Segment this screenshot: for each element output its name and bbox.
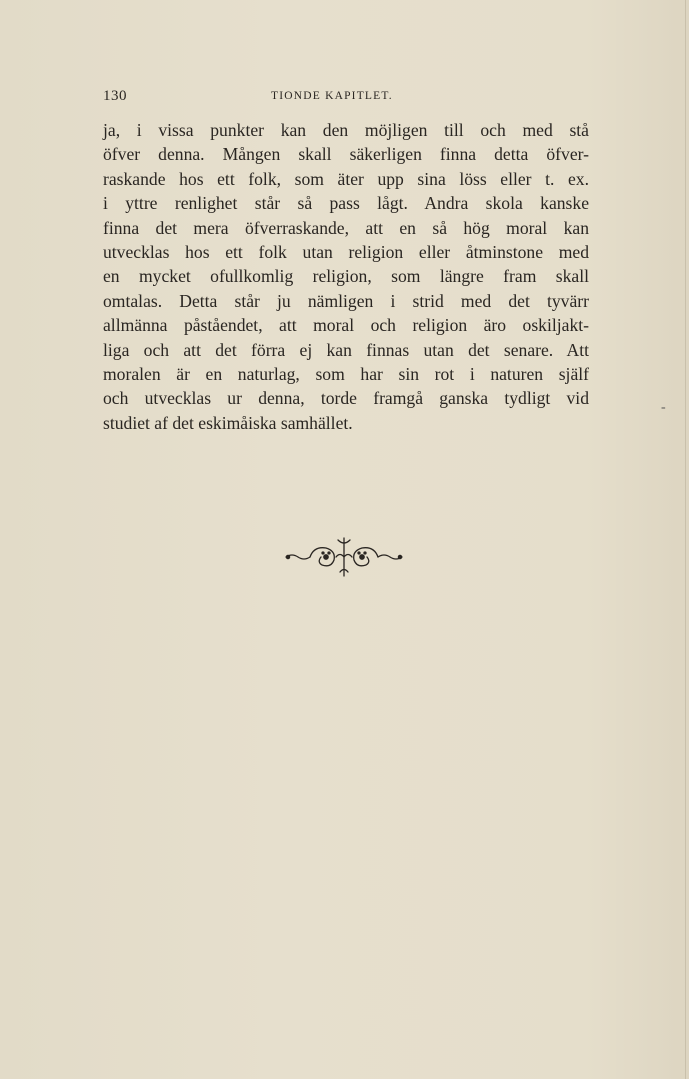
page-number: 130 — [103, 88, 127, 104]
text-line: allmänna påståendet, att moral och religion äro oskiljakt- — [103, 315, 589, 336]
body-paragraph — [103, 118, 589, 435]
text-line: och utvecklas ur denna, torde framgå ganska tydligt vid — [103, 388, 589, 409]
page-header — [103, 88, 587, 108]
text-line: utvecklas hos ett folk utan religion eller åtminstone med — [103, 241, 589, 262]
text-line: studiet af det eskimåiska samhället. — [103, 412, 353, 433]
text-line: ja, i vissa punkter kan den möjligen till och med stå — [103, 120, 589, 140]
text-line: en mycket ofullkomlig religion, som längre fram skall — [103, 266, 589, 287]
text-line: i yttre renlighet står så pass lågt. Andra skola kanske — [103, 193, 589, 214]
text-line: moralen är en naturlag, som har sin rot i naturen själf — [103, 363, 589, 384]
text-line: omtalas. Detta står ju nämligen i strid med det tyvärr — [103, 290, 589, 311]
floral-ornament-icon — [284, 534, 404, 580]
page-edge — [685, 0, 686, 1079]
margin-mark: - — [661, 400, 666, 415]
text-line: liga och att det förra ej kan finnas utan det senare. Att — [103, 339, 589, 360]
running-head: TIONDE KAPITLET. — [271, 90, 393, 102]
text-line: raskande hos ett folk, som äter upp sina löss eller t. ex. — [103, 168, 589, 189]
text-line: öfver denna. Mången skall säkerligen finna detta öfver- — [103, 144, 589, 165]
text-line: finna det mera öfverraskande, att en så hög moral kan — [103, 217, 589, 238]
